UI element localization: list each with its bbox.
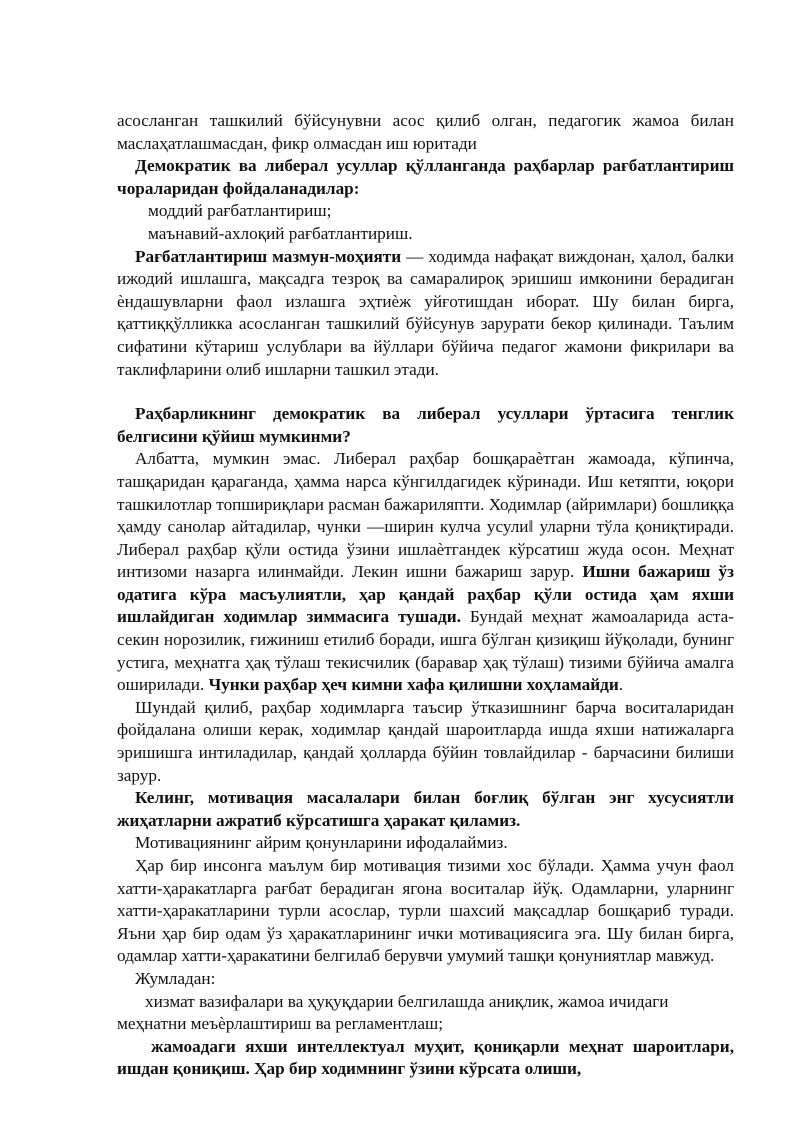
paragraph-incentive-essence	[117, 246, 734, 382]
term-incentive-essence: Рағбатлантириш мазмун-моҳияти	[135, 246, 402, 266]
heading-motivation-aspects: Келинг, мотивация масалалари билан боғлиқ бўлган энг хусусиятли жиҳатларни ажратиб кўрсатишга ҳаракат қиламиз.	[117, 788, 734, 830]
liberal-leader-text-1: Албатта, мумкин эмас. Либерал раҳбар бошқараѐтган жамоада, кўпинча, ташқаридан қараганда, ҳамма нарса кўнгилдагидек кўринади. Иш кетяпти, юқори ташкилотлар топшириқлари расман бажариляпти. Ходимлар (айримлари) бошлиққа ҳамду санолар айтадилар, чунки —ширин кулча усули‖ уларни тўла қониқтиради. Либерал раҳбар қўли остида ўзини ишлаѐтгандек кўрсатиш жуда осон. Меҳнат интизоми назарга илинмайди. Лекин ишни бажариш зарур.	[117, 449, 734, 582]
heading-democratic-vs-liberal: Раҳбарликнинг демократик ва либерал усуллари ўртасига тенглик белгисини қўйиш мумкинми?	[117, 404, 734, 446]
list-item-intellectual-environment: жамоадаги яхши интеллектуал муҳит, қониқарли меҳнат шароитлари, ишдан қониқиш. Ҳар бир ходимнинг ўзини кўрсата олиши,	[117, 1036, 734, 1079]
paragraph-including: Жумладан:	[135, 968, 216, 988]
paragraph-leader-influence: Шундай қилиб, раҳбар ходимларга таъсир ўтказишнинг барча воситаларидан фойдалана олиши керак, ходимлар қандай шароитларда ишда яхши натижаларга эришишга интиладилар, қандай ҳолларда бўйин товлайдилар - барчасини билиши зарур.	[117, 697, 734, 785]
liberal-leader-bold-2: Чунки раҳбар ҳеч кимни хафа қилишни хоҳламайди	[208, 675, 619, 695]
heading-incentive-measures: Демократик ва либерал усуллар қўлланганда раҳбарлар рағбатлантириш чораларидан фойдаланадилар:	[117, 156, 734, 198]
document-page	[117, 110, 734, 1081]
paragraph-liberal-leader	[117, 448, 734, 697]
list-item-duties-clarity: хизмат вазифалари ва ҳуқуқдарии белгилашда аниқлик, жамоа ичидаги меҳнатни меъѐрлаштириш ва регламентлаш;	[117, 991, 669, 1034]
paragraph-motivation-system: Ҳар бир инсонга маълум бир мотивация тизими хос бўлади. Ҳамма учун фаол хатти-ҳаракатларга рағбат берадиган ягона воситалар йўқ. Одамларни, уларнинг хатти-ҳаракатларини турли асослар, турли шахсий мақсадлар бошқариб туради. Яъни ҳар бир одам ўз ҳаракатларининг ички мотивациясига эга. Шу билан бирга, одамлар хатти-ҳаракатини белгилаб берувчи умумий ташқи қонуниятлар мавжуд.	[117, 856, 734, 966]
paragraph-spacer	[117, 381, 734, 403]
liberal-leader-bold-1: Ишни бажариш ўз одатига кўра масъулиятли, ҳар қандай раҳбар қўли остида ҳам яхши ишлайдиган ходимлар зиммасига тушади.	[117, 562, 734, 627]
paragraph-intro: асосланган ташкилий бўйсунувни асос қилиб олган, педагогик жамоа билан маслаҳатлашмасдан, фикр олмасдан иш юритади	[117, 111, 734, 153]
list-item-moral-incentive: маънавий-ахлоқий рағбатлантириш.	[148, 223, 413, 243]
list-item-material-incentive: моддий рағбатлантириш;	[148, 201, 332, 221]
liberal-leader-text-3: .	[618, 675, 624, 695]
incentive-essence-text: — ходимда нафақат виждонан, ҳалол, балки ижодий ишлашга, мақсадга тезроқ ва самаралироқ эришиш имконини берадиган ѐндашувларни фаол излашга эҳтиѐж уйғотишдан иборат. Шу билан бирга, қаттиққўлликка асосланган ташкилий бўйсунув зарурати бекор қилинади. Таълим сифатини кўтариш услублари ва йўллари бўйича педагог жамони фикрилари ва таклифларини олиб ишларни ташкил этади.	[117, 246, 734, 379]
paragraph-motivation-laws: Мотивациянинг айрим қонунларини ифодалаймиз.	[135, 833, 508, 853]
liberal-leader-text-2: Бундай меҳнат жамоаларида аста-секин норозилик, ғижиниш етилиб боради, ишга бўлган қизиқиш йўқолади, бунинг устига, меҳнатга ҳақ тўлаш текисчилик (баравар ҳақ тўлаш) тизими бўйича амалга оширилади.	[117, 607, 734, 695]
